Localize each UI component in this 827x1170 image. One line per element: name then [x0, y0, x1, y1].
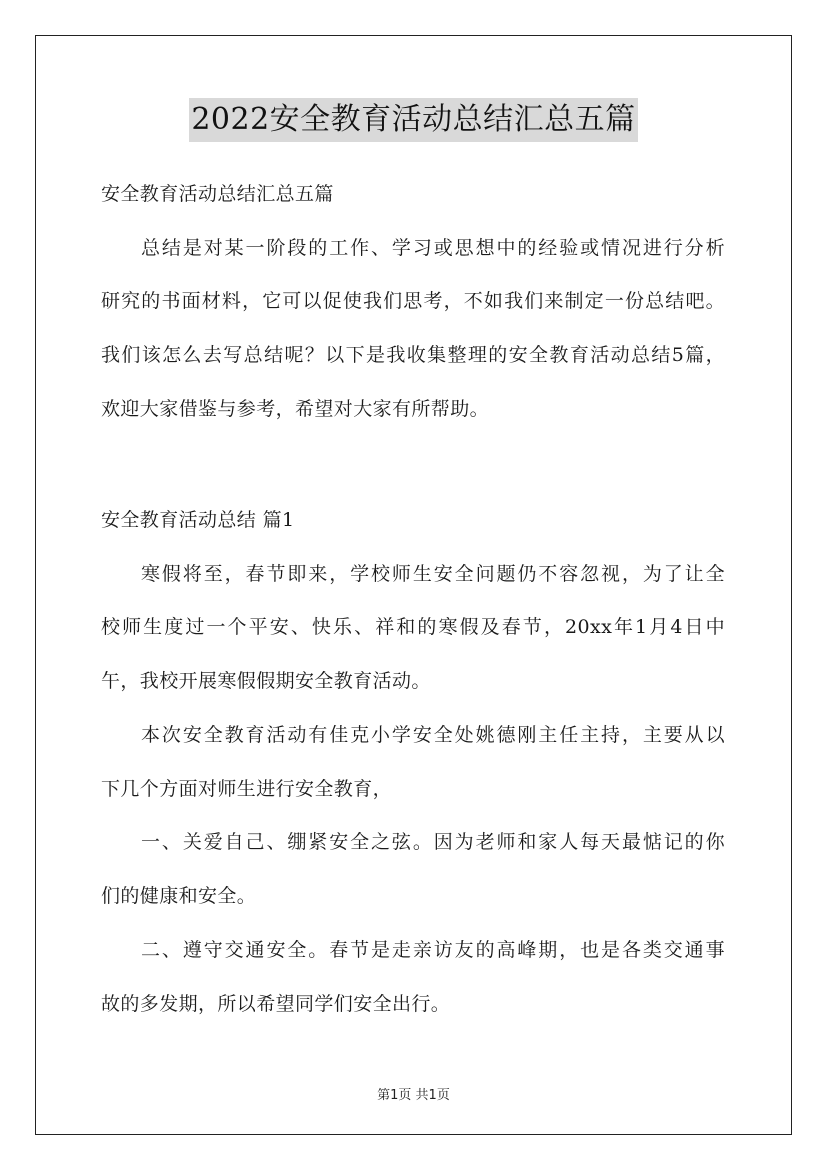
intro-line-1: 总结是对某一阶段的工作、学习或思想中的经验或情况进行分析: [141, 237, 725, 259]
section1-line-7: 们的健康和安全。: [101, 885, 257, 907]
section1-line-3: 午，我校开展寒假假期安全教育活动。: [101, 670, 431, 692]
section1-line-9: 故的多发期，所以希望同学们安全出行。: [101, 993, 451, 1015]
section1-line-1: 寒假将至，春节即来，学校师生安全问题仍不容忽视，为了让全: [141, 563, 725, 585]
section1-line-5: 下几个方面对师生进行安全教育，: [101, 778, 393, 800]
section1-line-4: 本次安全教育活动有佳克小学安全处姚德刚主任主持，主要从以: [141, 724, 725, 746]
document-subtitle: 安全教育活动总结汇总五篇: [101, 183, 334, 205]
intro-line-3: 我们该怎么去写总结呢？以下是我收集整理的安全教育活动总结5篇，: [101, 344, 725, 366]
page-number: 第1页 共1页: [377, 1088, 450, 1103]
section1-line-6: 一、关爱自己、绷紧安全之弦。因为老师和家人每天最惦记的你: [141, 831, 725, 853]
title-container: [0, 98, 827, 142]
intro-line-4: 欢迎大家借鉴与参考，希望对大家有所帮助。: [101, 398, 490, 420]
section1-line-2: 校师生度过一个平安、快乐、祥和的寒假及春节，20xx年1月4日中: [101, 616, 725, 638]
section1-line-8: 二、遵守交通安全。春节是走亲访友的高峰期，也是各类交通事: [141, 939, 725, 961]
intro-line-2: 研究的书面材料，它可以促使我们思考，不如我们来制定一份总结吧。: [101, 290, 725, 312]
section-heading: 安全教育活动总结 篇1: [101, 509, 295, 531]
document-title: 2022安全教育活动总结汇总五篇: [189, 98, 637, 142]
